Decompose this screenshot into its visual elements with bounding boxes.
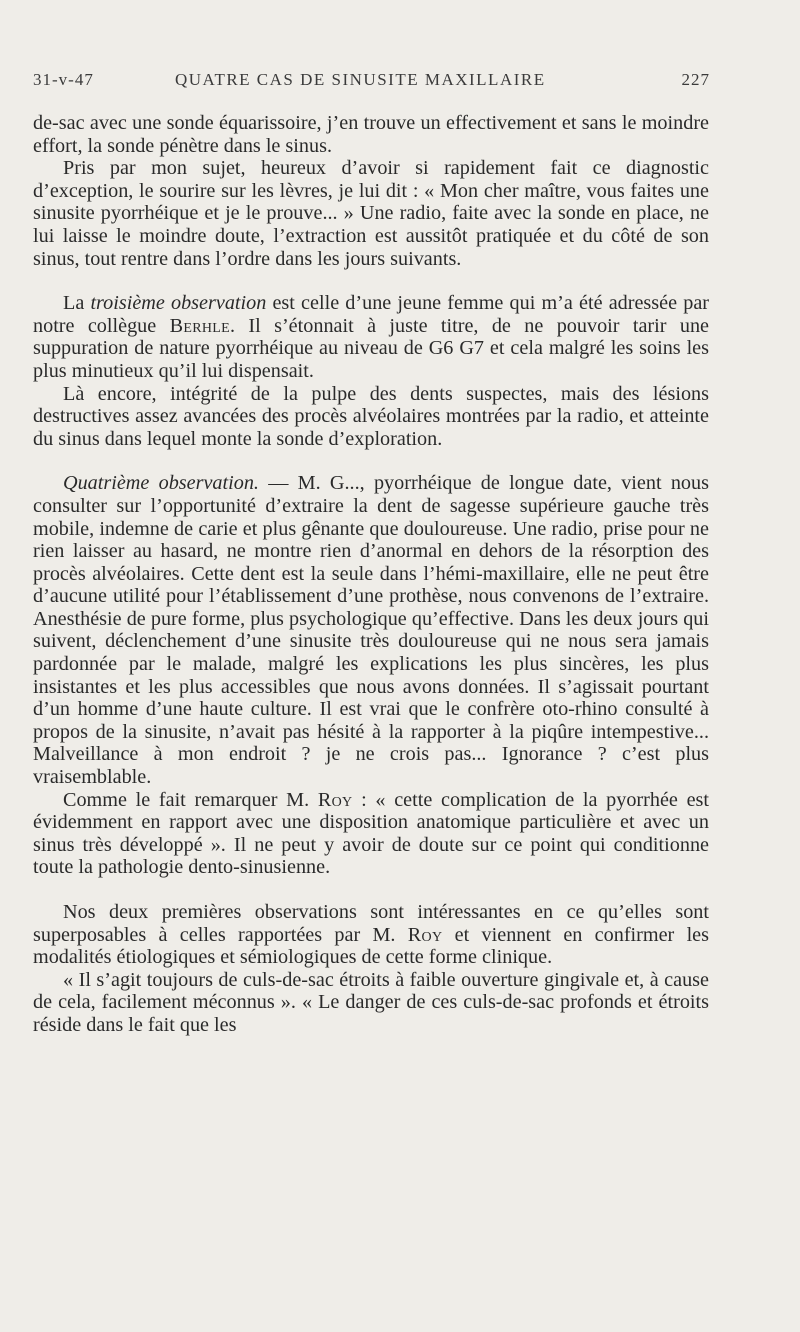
text-run: — M. G..., pyorrhéique de longue date, vient nous consulter sur l’opportunité d’extraire la dent de sagesse supérieure gauche très mobile, indemne de carie et plus gênante que douloureuse. Une radio, prise pour ne rien laisser au hasard, ne montre rien d’anormal en dehors de la résorption des procès alvéolaires. Cette dent est la seule dans l’hémi-maxillaire, elle ne peut être d’aucune utilité pour l’établissement d’une prothèse, nous convenons de l’extraire. Anesthésie de pure forme, plus psychologique qu’effective. Dans les deux jours qui suivent, déclenchement d’une sinusite très douloureuse qui ne nous sera jamais pardonnée par le malade, malgré les explications les plus sincères, les plus insistantes et les plus accessibles que nous avons données. Il s’agissait pourtant d’un homme d’une haute culture. Il est vrai que le confrère oto-rhino consulté à propos de la sinusite, n’avait pas hésité à la rapporter à la piqûre intempestive... Malveillance à mon endroit ? je ne crois pas... Ignorance ? c’est plus vraisemblable. [33, 472, 709, 789]
paragraph-continuation: de-sac avec une sonde équarissoire, j’en trouve un effectivement et sans le moindre effort, la sonde pénètre dans le sinus. [33, 112, 709, 157]
paragraph [33, 901, 709, 969]
text-run: et viennent en confirmer les modalités étiologiques et sémiologiques de cette forme clinique. [33, 923, 709, 969]
running-header [33, 70, 710, 94]
text-run: . Il s’étonnait à juste titre, de ne pouvoir tarir une suppuration de nature pyorrhéique au niveau de G6 G7 et cela malgré les soins les plus minutieux qu’il lui dispensait. [33, 314, 710, 382]
paragraph-fourth-observation [33, 472, 709, 788]
text-run: Nos deux premières observations sont intéressantes en ce qu’elles sont superposables à celles rapportées par M. [33, 901, 709, 946]
page-number: 227 [681, 70, 710, 89]
paragraph: Là encore, intégrité de la pulpe des dents suspectes, mais des lésions destructives assez avancées des procès alvéolaires montrées par la radio, et atteinte du sinus dans lequel monte la sonde d’exploration. [33, 382, 709, 450]
paragraph-third-observation [33, 292, 709, 382]
italic-heading: Quatrième observation. [63, 472, 259, 495]
paragraph: Pris par mon sujet, heureux d’avoir si rapidement fait ce diagnostic d’exception, le sourire sur les lèvres, je lui dit : « Mon cher maître, vous faites une sinusite pyorrhéique et je le prouve... » Une radio, faite avec la sonde en place, ne lui laisse le moindre doute, l’extraction est aussitôt pratiquée et du côté de son sinus, tout rentre dans l’ordre dans les jours suivants. [33, 157, 709, 270]
body-text [33, 112, 709, 1037]
paragraph [33, 789, 709, 879]
author-name: Roy [317, 788, 353, 811]
author-name: Berhle [169, 314, 230, 337]
header-title: QUATRE CAS DE SINUSITE MAXILLAIRE [175, 70, 546, 89]
author-name: Roy [407, 923, 443, 946]
text-run: est celle d’une jeune femme qui m’a été adressée par notre collègue [33, 292, 709, 337]
header-date: 31-v-47 [33, 70, 94, 89]
text-run: Comme le fait remarquer M. [63, 788, 318, 811]
italic-heading: troisième observation [90, 292, 267, 315]
paragraph-quote: « Il s’agit toujours de culs-de-sac étroits à faible ouverture gingivale et, à cause de cela, facilement méconnus ». « Le danger de ces culs-de-sac profonds et étroits réside dans le fait que les [33, 968, 709, 1036]
text-run: La [63, 292, 91, 315]
text-run: : « cette complication de la pyorrhée est évidemment en rapport avec une disposition anatomique particulière et avec un sinus très développé ». Il ne peut y avoir de doute sur ce point qui conditionne toute la pathologie dento-sinusienne. [33, 788, 709, 879]
